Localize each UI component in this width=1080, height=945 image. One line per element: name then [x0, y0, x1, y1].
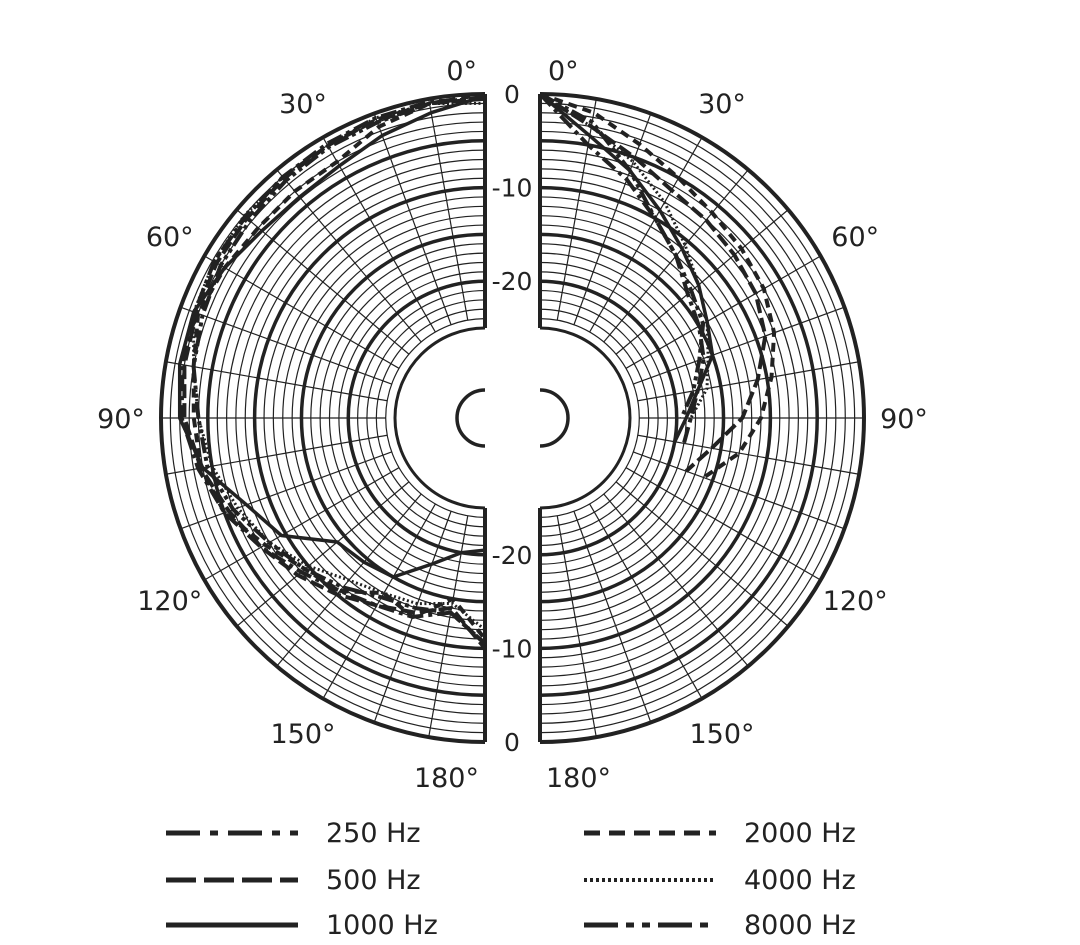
radial-db-label: -10: [491, 634, 533, 664]
left-angle-label: 60°: [145, 222, 194, 253]
right-center-notch: [540, 390, 568, 446]
radial-db-label: -20: [491, 267, 533, 297]
right-series-500hz: [540, 94, 765, 471]
left-angle-label: 150°: [270, 719, 336, 751]
right-angle-label: 30°: [698, 88, 746, 120]
left-angle-label: 90°: [97, 404, 145, 435]
right-angle-label: 60°: [831, 222, 880, 253]
left-angle-label: 0°: [446, 56, 477, 87]
right-angle-label: 180°: [546, 763, 612, 794]
left-grid-ring: [386, 319, 485, 518]
right-angle-label: 0°: [548, 56, 579, 87]
right-angle-label: 90°: [880, 404, 928, 435]
radial-db-label: -20: [491, 540, 533, 570]
legend-label-4000hz: 4000 Hz: [744, 864, 856, 896]
left-grid-ring: [376, 309, 485, 526]
left-center-notch: [457, 390, 485, 446]
left-angle-label: 120°: [137, 586, 203, 617]
legend-label-500hz: 500 Hz: [326, 864, 421, 896]
right-grid-ring: [540, 309, 649, 526]
legend-label-250hz: 250 Hz: [326, 817, 421, 849]
right-grid-ring: [540, 319, 639, 518]
right-angle-label: 150°: [689, 719, 755, 751]
radial-db-label: 0: [504, 728, 520, 757]
legend-label-2000hz: 2000 Hz: [744, 817, 856, 849]
right-angle-label: 120°: [822, 586, 888, 617]
legend-label-8000hz: 8000 Hz: [744, 909, 856, 941]
legend-label-1000hz: 1000 Hz: [326, 909, 438, 941]
radial-db-label: 0: [504, 80, 520, 109]
left-series-1000hz: [180, 96, 485, 577]
radial-db-label: -10: [491, 173, 533, 203]
left-angle-label: 30°: [279, 88, 327, 120]
left-angle-label: 180°: [413, 763, 479, 794]
